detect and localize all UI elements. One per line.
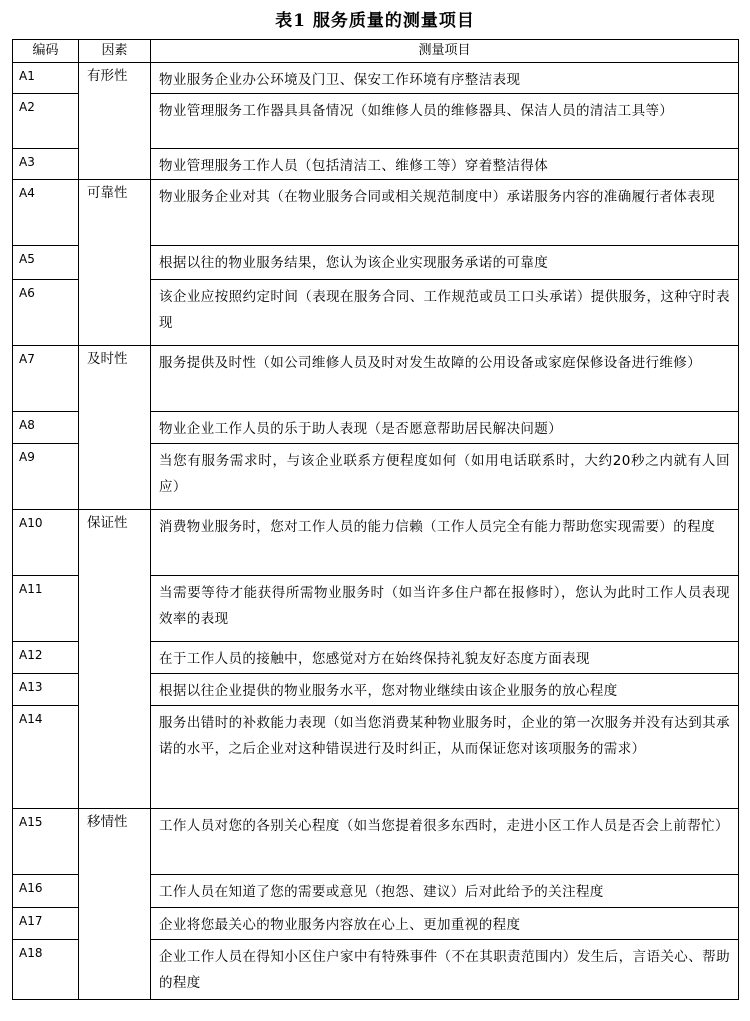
column-header-item: 测量项目 <box>151 40 739 63</box>
column-header-code: 编码 <box>13 40 79 63</box>
table-row <box>13 510 739 576</box>
row-code: A4 <box>13 180 79 246</box>
row-factor: 可靠性 <box>79 180 151 346</box>
row-item: 该企业应按照约定时间（表现在服务合同、工作规范或员工口头承诺）提供服务，这种守时表现 <box>151 280 739 346</box>
table-row <box>13 63 739 94</box>
row-factor: 保证性 <box>79 510 151 809</box>
row-item: 根据以往的物业服务结果，您认为该企业实现服务承诺的可靠度 <box>151 246 739 280</box>
row-item: 物业管理服务工作器具具备情况（如维修人员的维修器具、保洁人员的清洁工具等） <box>151 94 739 149</box>
row-factor: 移情性 <box>79 809 151 1000</box>
row-item: 物业管理服务工作人员（包括清洁工、维修工等）穿着整洁得体 <box>151 149 739 180</box>
measurement-items-table <box>12 39 739 1000</box>
row-item: 物业服务企业对其（在物业服务合同或相关规范制度中）承诺服务内容的准确履行者体表现 <box>151 180 739 246</box>
row-item: 工作人员对您的各别关心程度（如当您提着很多东西时，走进小区工作人员是否会上前帮忙） <box>151 809 739 875</box>
table-row <box>13 180 739 246</box>
row-code: A10 <box>13 510 79 576</box>
row-code: A12 <box>13 642 79 674</box>
row-item: 工作人员在知道了您的需要或意见（抱怨、建议）后对此给予的关注程度 <box>151 875 739 908</box>
row-factor: 及时性 <box>79 346 151 510</box>
row-item: 消费物业服务时，您对工作人员的能力信赖（工作人员完全有能力帮助您实现需要）的程度 <box>151 510 739 576</box>
row-code: A11 <box>13 576 79 642</box>
row-item: 物业服务企业办公环境及门卫、保安工作环境有序整洁表现 <box>151 63 739 94</box>
row-code: A3 <box>13 149 79 180</box>
row-code: A13 <box>13 674 79 706</box>
row-item: 企业工作人员在得知小区住户家中有特殊事件（不在其职责范围内）发生后，言语关心、帮助的程度 <box>151 940 739 1000</box>
table-row <box>13 346 739 412</box>
row-code: A7 <box>13 346 79 412</box>
row-code: A2 <box>13 94 79 149</box>
row-item: 在于工作人员的接触中，您感觉对方在始终保持礼貌友好态度方面表现 <box>151 642 739 674</box>
table-row <box>13 809 739 875</box>
table-title: 表1 服务质量的测量项目 <box>275 11 475 31</box>
row-code: A14 <box>13 706 79 809</box>
row-item: 当需要等待才能获得所需物业服务时（如当许多住户都在报修时），您认为此时工作人员表现效率的表现 <box>151 576 739 642</box>
row-code: A18 <box>13 940 79 1000</box>
row-item: 当您有服务需求时，与该企业联系方便程度如何（如用电话联系时，大约20秒之内就有人回应） <box>151 444 739 510</box>
row-item: 企业将您最关心的物业服务内容放在心上、更加重视的程度 <box>151 908 739 940</box>
table-header-row <box>13 40 739 63</box>
row-item: 服务出错时的补救能力表现（如当您消费某种物业服务时，企业的第一次服务并没有达到其承诺的水平，之后企业对这种错误进行及时纠正，从而保证您对该项服务的需求） <box>151 706 739 809</box>
row-code: A6 <box>13 280 79 346</box>
row-item: 服务提供及时性（如公司维修人员及时对发生故障的公用设备或家庭保修设备进行维修） <box>151 346 739 412</box>
row-code: A5 <box>13 246 79 280</box>
row-code: A17 <box>13 908 79 940</box>
row-item: 物业企业工作人员的乐于助人表现（是否愿意帮助居民解决问题） <box>151 412 739 444</box>
row-item: 根据以往企业提供的物业服务水平，您对物业继续由该企业服务的放心程度 <box>151 674 739 706</box>
row-code: A16 <box>13 875 79 908</box>
row-factor: 有形性 <box>79 63 151 180</box>
row-code: A1 <box>13 63 79 94</box>
column-header-factor: 因素 <box>79 40 151 63</box>
row-code: A8 <box>13 412 79 444</box>
row-code: A15 <box>13 809 79 875</box>
row-code: A9 <box>13 444 79 510</box>
